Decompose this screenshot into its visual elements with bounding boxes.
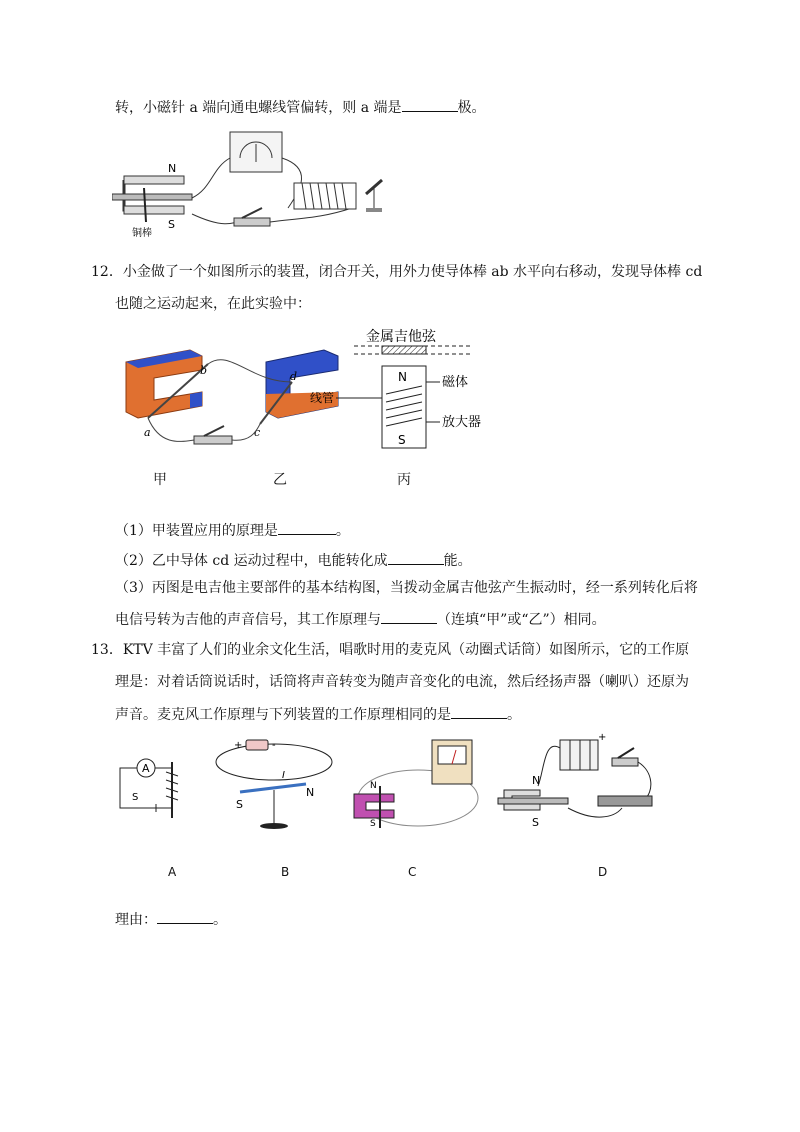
q13-d-wire-1	[538, 746, 560, 786]
q12-sub2-blank[interactable]	[388, 550, 444, 565]
q13-b-label-s: S	[236, 798, 243, 811]
q13-d-rheostat	[598, 796, 652, 806]
q11-rails	[112, 194, 192, 200]
q12-sub3-blank[interactable]	[381, 609, 437, 624]
q12-sub3-line-2	[115, 609, 606, 630]
q12-label-b: b	[200, 364, 208, 377]
q12-sub3-line-1	[115, 578, 698, 598]
q13-d-wire-3	[568, 808, 622, 817]
q12-stem-line-2	[115, 294, 311, 314]
q11-tail-line	[115, 97, 486, 118]
q13-c-label-s: S	[370, 819, 376, 829]
q12-label-magnet: 磁体	[442, 375, 469, 390]
q11-answer-blank[interactable]	[402, 97, 458, 112]
q13-a-switch-label: S	[132, 792, 139, 803]
q11-wire-1	[192, 158, 230, 198]
q11-tail-end: 极。	[457, 100, 486, 116]
q12-sub1-line	[115, 520, 350, 541]
q12-switch	[194, 436, 232, 444]
q13-b-current: I	[282, 770, 285, 781]
q11-copper-rod	[144, 188, 146, 222]
q12-label-a: a	[144, 426, 151, 439]
q13-answer-blank[interactable]	[451, 704, 507, 719]
q13-d-label-s: S	[532, 816, 539, 829]
q12-label-coil: 线管	[310, 391, 335, 405]
q12-stem-1: 小金做了一个如图所示的装置，闭合开关，用外力使导体棒 ab 水平向右移动，发现导体棒 cd	[122, 264, 703, 280]
q13-d-rails	[498, 798, 568, 804]
q12-sub1-blank[interactable]	[278, 520, 336, 535]
q12-switch-lever	[204, 426, 224, 436]
q11-switch	[234, 218, 270, 226]
q12-sub3-end: （连填“甲”或“乙”）相同。	[437, 612, 606, 628]
q13-d-wire-2	[638, 762, 651, 800]
q12-label-s: S	[398, 433, 406, 447]
q13-reason-blank[interactable]	[157, 909, 213, 924]
q13-reason-end: 。	[213, 912, 227, 928]
q13-stem-1: KTV 丰富了人们的业余文化生活，唱歌时用的麦克风（动圈式话筒）如图所示，它的工作原	[122, 642, 690, 658]
q11-needle-base	[366, 208, 382, 212]
q13-d-switch-lever	[618, 748, 634, 758]
q12-label-string: 金属吉他弦	[366, 329, 436, 345]
q12-label-d: d	[290, 370, 298, 383]
q13-stem-3-end: 。	[507, 707, 521, 723]
q13-option-b[interactable]: B	[281, 865, 290, 879]
q13-b-needle	[240, 784, 306, 792]
q12-sub1-text: （1）甲装置应用的原理是	[115, 523, 278, 539]
q13-d-battery	[560, 740, 598, 770]
q13-b-label-n: N	[306, 786, 315, 799]
q12-sub1-end: 。	[335, 523, 350, 539]
q11-wire-4	[270, 208, 352, 222]
q13-figure-c	[344, 738, 484, 830]
q12-caption-jia: 甲	[153, 472, 167, 488]
q13-d-label-n: N	[532, 774, 541, 787]
q13-c-label-n: N	[370, 781, 377, 791]
q13-stem-line-3	[115, 704, 521, 725]
q12-stem-2: 也随之运动起来，在此实验中：	[115, 296, 311, 312]
q11-figure	[112, 128, 402, 243]
q12-stem-line-1	[91, 262, 702, 282]
q13-figure-d	[494, 732, 674, 832]
q12-caption-yi: 乙	[273, 472, 287, 488]
q13-c-magnet	[354, 794, 394, 818]
q12-sub2-line	[115, 550, 472, 571]
q13-figure-b	[210, 736, 340, 832]
q12-label-amp: 放大器	[442, 415, 482, 430]
q13-d-switch	[612, 758, 638, 766]
q11-label-n: N	[168, 162, 177, 175]
q12-string-hatch	[382, 346, 426, 354]
q13-stem-2: 理是：对着话筒说话时，话筒将声音转变为随声音变化的电流，然后经扬声器（喇叭）还原为	[115, 674, 689, 690]
q12-wire-left	[148, 418, 194, 441]
q12-number: 12．	[91, 264, 123, 280]
q12-magnet-jia-blue	[190, 392, 202, 408]
q13-number: 13．	[91, 642, 123, 658]
q11-magnet-top	[124, 176, 184, 184]
q13-b-minus: -	[272, 740, 276, 751]
q13-option-d[interactable]: D	[598, 865, 608, 879]
q13-figure-a	[116, 748, 200, 824]
q11-solenoid	[294, 183, 356, 209]
q12-sub2-end: 能。	[443, 553, 472, 569]
q13-stem-line-1	[91, 640, 689, 660]
q13-c-meter-dial	[438, 746, 466, 764]
q12-sub3-text-1: （3）丙图是电吉他主要部件的基本结构图，当拨动金属吉他弦产生振动时，经一系列转化后将	[115, 580, 698, 596]
q11-switch-lever	[242, 208, 262, 218]
q12-label-c: c	[254, 426, 261, 439]
q11-magnet-bottom	[124, 206, 184, 214]
q13-option-a[interactable]: A	[168, 865, 177, 879]
q11-tail-text: 转，小磁针 a 端向通电螺线管偏转，则 a 端是	[115, 100, 402, 116]
q13-option-c[interactable]: C	[408, 865, 417, 879]
q13-a-ammeter-label: A	[142, 762, 150, 775]
q11-label-s: S	[168, 218, 175, 231]
q13-b-plus: +	[234, 740, 243, 751]
q13-reason-label: 理由：	[115, 912, 157, 928]
q12-sub3-text-2: 电信号转为吉他的声音信号，其工作原理与	[115, 612, 381, 628]
q12-figure-bing	[300, 322, 500, 462]
q12-caption-bing: 丙	[397, 472, 411, 488]
q13-b-battery	[246, 740, 268, 750]
q13-d-plus: +	[598, 732, 607, 743]
q11-label-rod: 铜棒	[132, 228, 152, 239]
q13-stem-3: 声音。麦克风工作原理与下列装置的工作原理相同的是	[115, 707, 451, 723]
q13-stem-line-2	[115, 672, 689, 692]
q13-b-base	[260, 823, 288, 829]
q12-label-n: N	[398, 370, 407, 384]
q13-reason-line	[115, 909, 227, 930]
q12-sub2-text: （2）乙中导体 cd 运动过程中，电能转化成	[115, 553, 388, 569]
